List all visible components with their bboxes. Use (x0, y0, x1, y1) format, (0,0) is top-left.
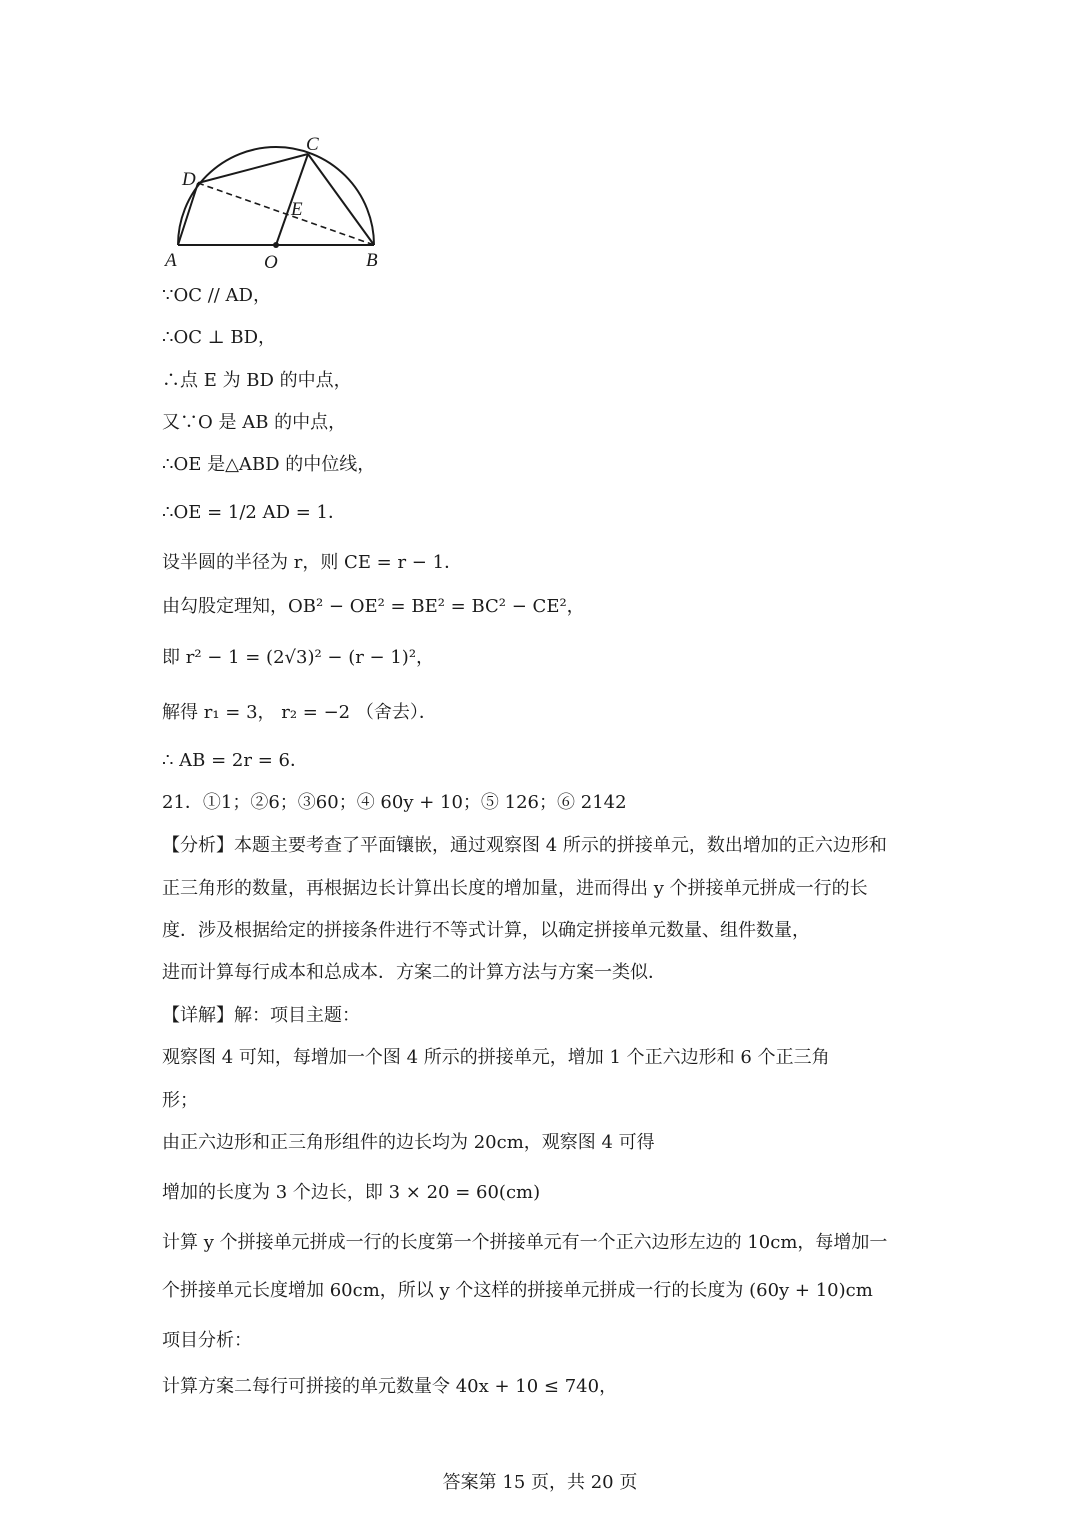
label-b: B (366, 250, 378, 271)
analysis-line: 正三角形的数量，再根据边长计算出长度的增加量，进而得出 y 个拼接单元拼成一行的长 (162, 878, 868, 899)
label-o: O (264, 252, 278, 273)
solution-line: ∴ AB = 2r = 6． (162, 750, 308, 771)
detail-line: 项目分析： (162, 1330, 252, 1351)
label-a: A (165, 250, 177, 271)
detail-line: 增加的长度为 3 个边长，即 3 × 20 = 60(cm) (162, 1182, 541, 1203)
solution-line: 由勾股定理知，OB² − OE² = BE² = BC² − CE²， (162, 596, 585, 617)
geometry-figure (160, 128, 400, 278)
page-footer: 答案第 15 页，共 20 页 (442, 1472, 638, 1493)
center-point-o (273, 242, 279, 248)
solution-line: 又∵O 是 AB 的中点， (162, 412, 347, 433)
solution-line: ∵OC // AD， (162, 285, 271, 306)
solution-line: ∴OE = 1/2 AD = 1． (162, 502, 346, 523)
label-e: E (291, 199, 303, 220)
label-c: C (306, 134, 319, 155)
detail-line: 由正六边形和正三角形组件的边长均为 20cm，观察图 4 可得 (162, 1132, 655, 1153)
solution-line: ∴OC ⊥ BD， (162, 327, 277, 348)
solution-line: ∴点 E 为 BD 的中点， (162, 370, 352, 391)
detail-line: 个拼接单元长度增加 60cm，所以 y 个这样的拼接单元拼成一行的长度为 (60y + 10)cm (162, 1280, 873, 1301)
analysis-line: 度．涉及根据给定的拼接条件进行不等式计算，以确定拼接单元数量、组件数量， (162, 920, 810, 941)
detail-line: 计算方案二每行可拼接的单元数量令 40x + 10 ≤ 740， (162, 1376, 618, 1397)
solution-line: ∴OE 是△ABD 的中位线， (162, 454, 376, 475)
detail-line: 观察图 4 可知，每增加一个图 4 所示的拼接单元，增加 1 个正六边形和 6 个正三角 (162, 1047, 830, 1068)
solution-line: 解得 r₁ = 3， r₂ = −2 （舍去）． (162, 702, 437, 723)
dashed-db (198, 183, 374, 245)
solution-line: 即 r² − 1 = (2√3)² − (r − 1)²， (162, 647, 435, 668)
detail-line: 计算 y 个拼接单元拼成一行的长度第一个拼接单元有一个正六边形左边的 10cm，每增加一 (162, 1232, 888, 1253)
answer-line-21: 21．①1；②6；③60；④ 60y + 10；⑤ 126；⑥ 2142 (162, 792, 627, 813)
chord-cb (308, 154, 374, 245)
analysis-line: 进而计算每行成本和总成本．方案二的计算方法与方案一类似． (162, 962, 666, 983)
label-d: D (182, 169, 196, 190)
detail-line: 形； (162, 1090, 198, 1111)
chord-ad (178, 183, 198, 245)
detail-line: 【详解】解：项目主题： (162, 1005, 360, 1026)
solution-line: 设半圆的半径为 r，则 CE = r − 1． (162, 552, 463, 573)
analysis-line: 【分析】本题主要考查了平面镶嵌，通过观察图 4 所示的拼接单元，数出增加的正六边形和 (162, 835, 887, 856)
